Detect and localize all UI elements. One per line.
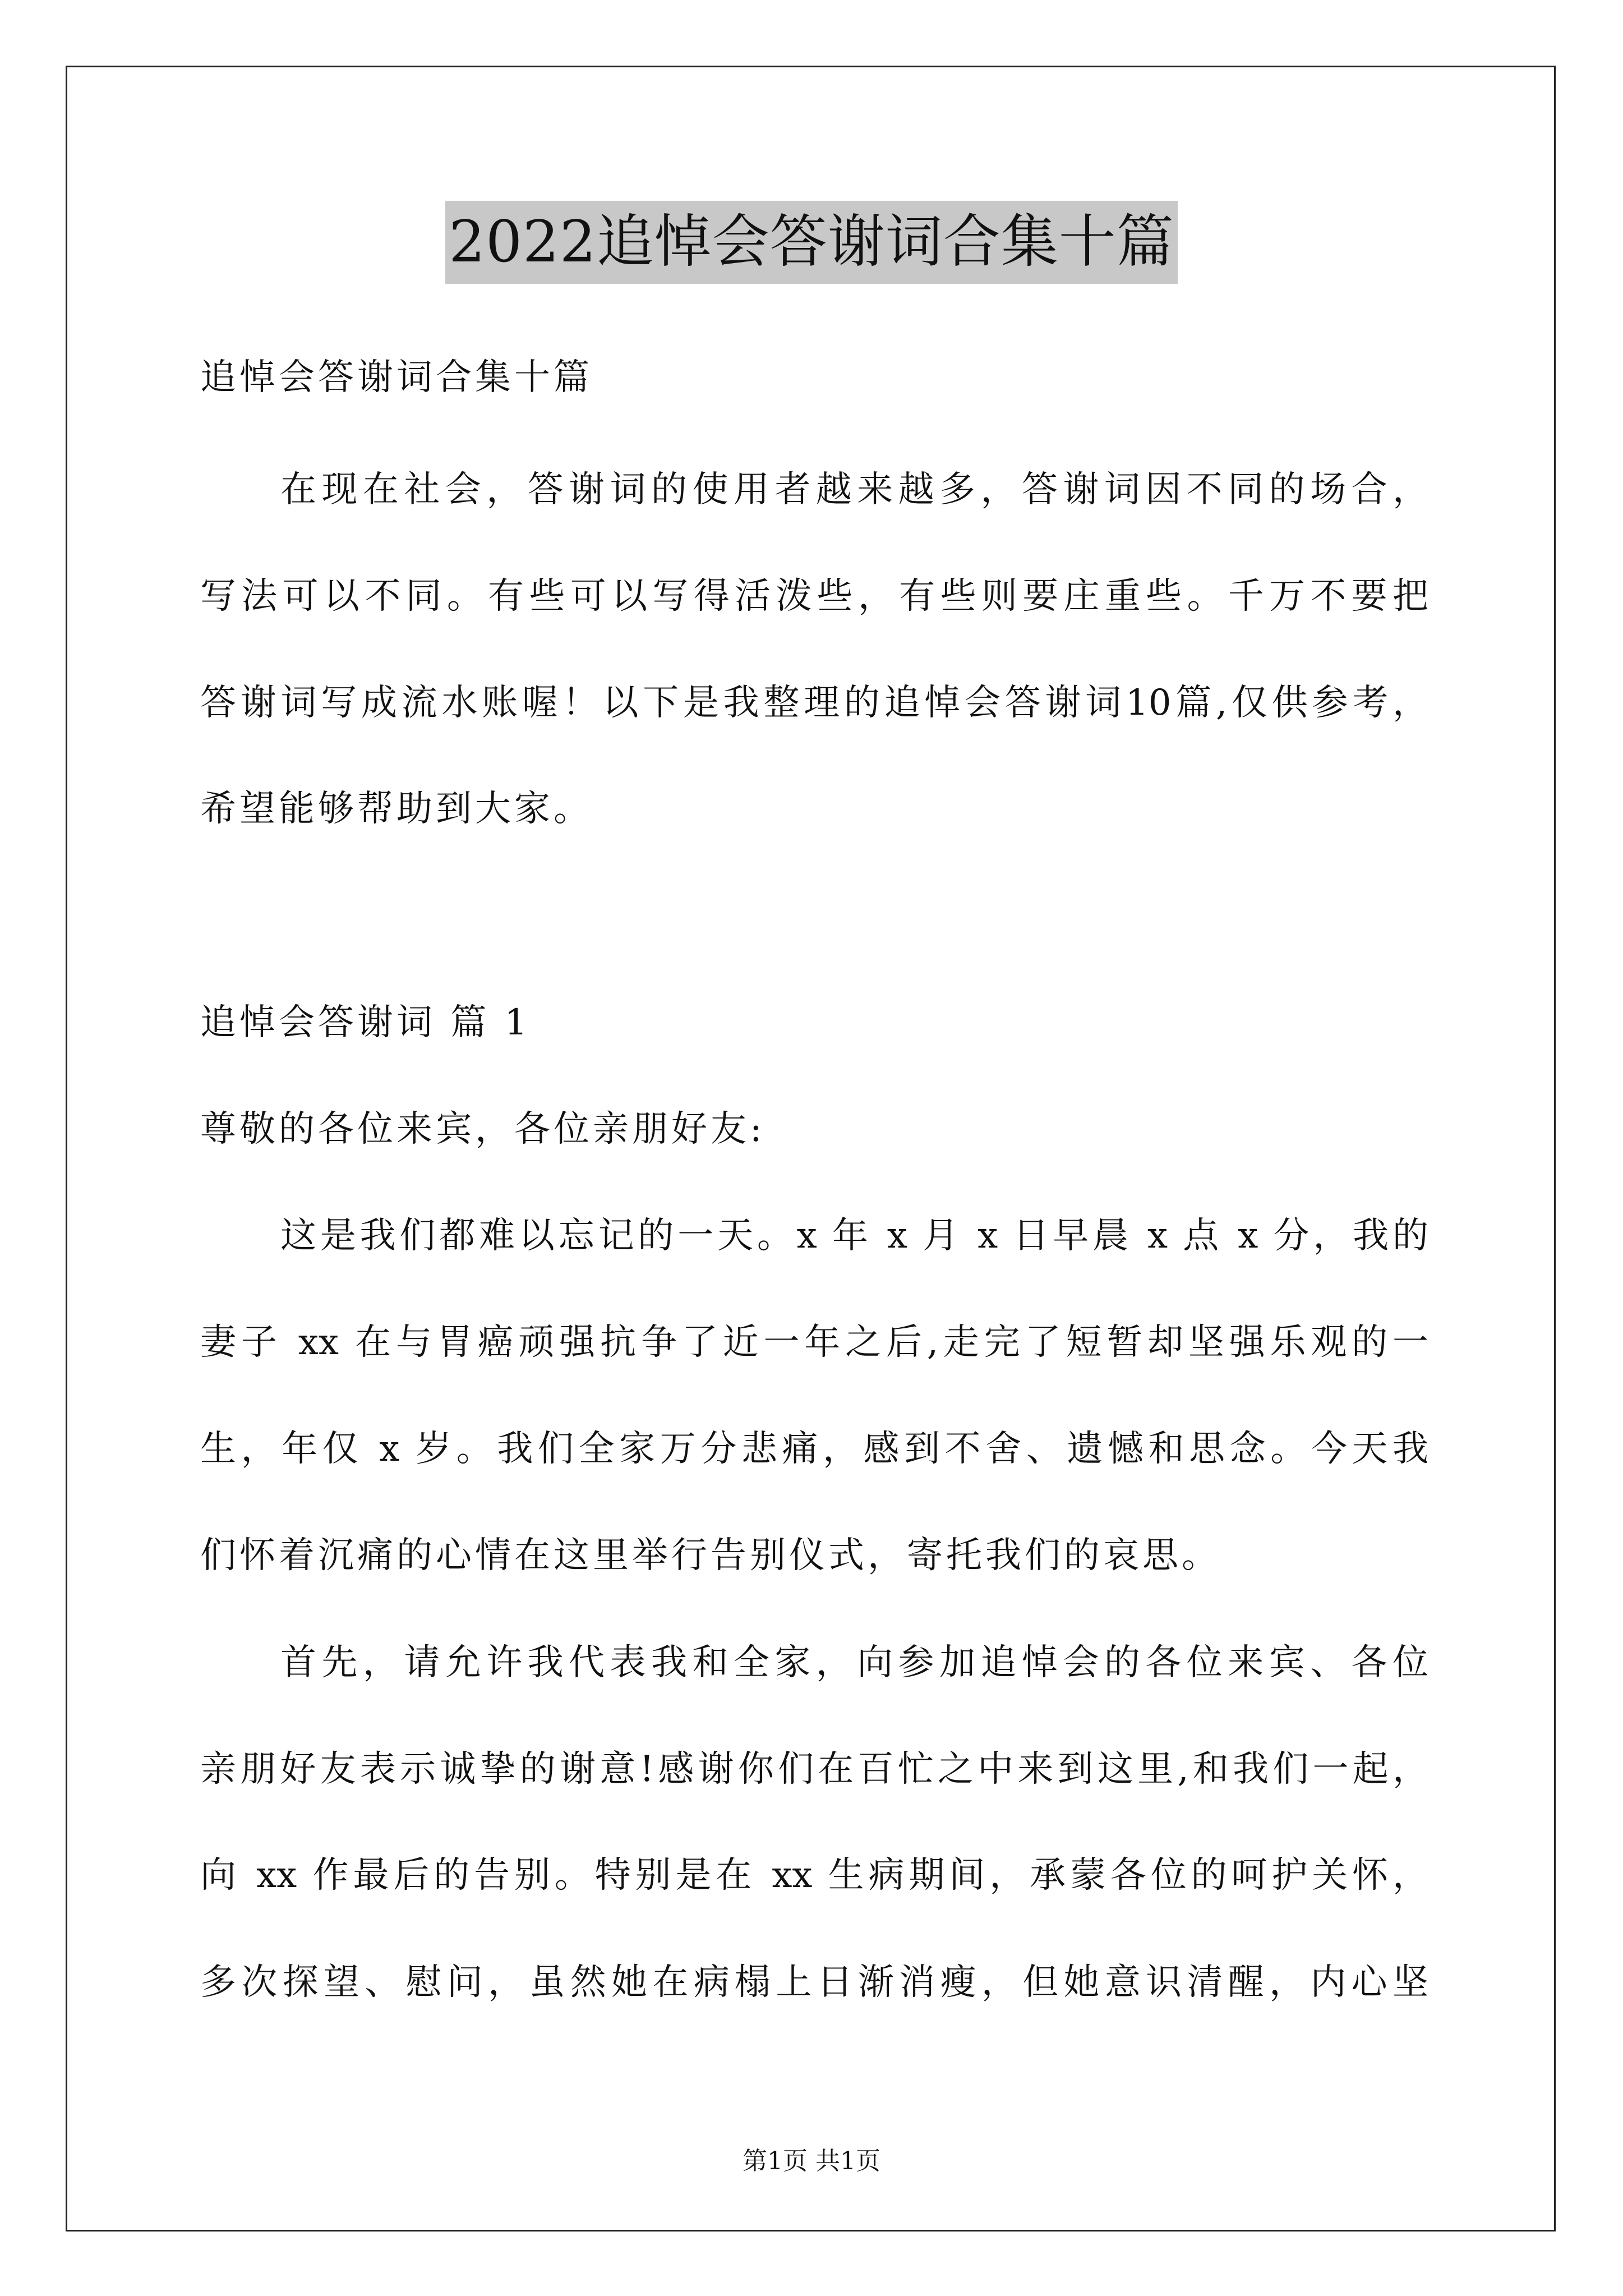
salutation: 尊敬的各位来宾，各位亲朋好友:	[200, 1108, 766, 1150]
paragraph-line: 多次探望、慰问，虽然她在病榻上日渐消瘦，但她意识清醒，内心坚	[200, 1962, 1428, 2003]
title-container	[0, 201, 1623, 284]
paragraph-line: 亲朋好友表示诚挚的谢意!感谢你们在百忙之中来到这里,和我们一起，	[200, 1749, 1428, 1790]
paragraph-line: 生，年仅 x 岁。我们全家万分悲痛，感到不舍、遗憾和思念。今天我	[200, 1428, 1428, 1470]
intro-line: 写法可以不同。有些可以写得活泼些，有些则要庄重些。千万不要把	[200, 576, 1428, 617]
section-heading: 追悼会答谢词 篇 1	[200, 1002, 531, 1043]
paragraph-line: 们怀着沉痛的心情在这里举行告别仪式，寄托我们的哀思。	[200, 1535, 1221, 1576]
document-subtitle: 追悼会答谢词合集十篇	[200, 357, 593, 398]
paragraph-line: 这是我们都难以忘记的一天。x 年 x 月 x 日早晨 x 点 x 分，我的	[280, 1215, 1428, 1257]
paragraph-line: 向 xx 作最后的告别。特别是在 xx 生病期间，承蒙各位的呵护关怀，	[200, 1855, 1428, 1896]
intro-line: 希望能够帮助到大家。	[200, 788, 593, 830]
page-number-footer: 第1页 共1页	[743, 2147, 880, 2175]
intro-line: 答谢词写成流水账喔！以下是我整理的追悼会答谢词10篇,仅供参考，	[200, 682, 1428, 724]
intro-line: 在现在社会，答谢词的使用者越来越多，答谢词因不同的场合，	[280, 469, 1428, 510]
document-title: 2022追悼会答谢词合集十篇	[445, 201, 1178, 284]
paragraph-line: 妻子 xx 在与胃癌顽强抗争了近一年之后,走完了短暂却坚强乐观的一	[200, 1322, 1428, 1363]
paragraph-line: 首先，请允许我代表我和全家，向参加追悼会的各位来宾、各位	[280, 1642, 1428, 1683]
